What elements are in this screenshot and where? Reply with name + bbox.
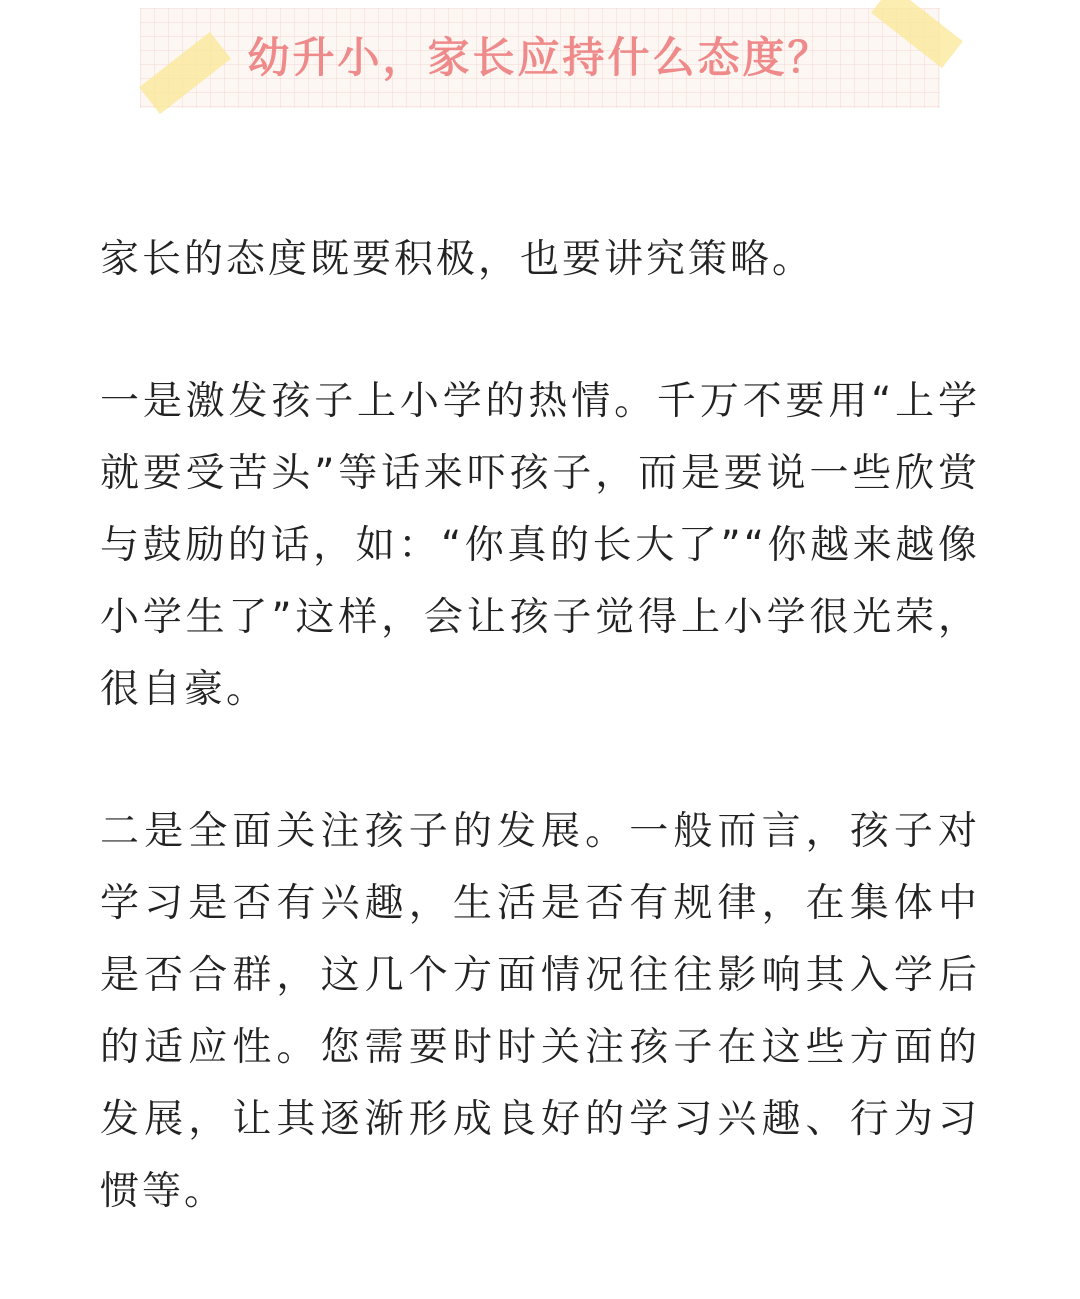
paragraph-point-one: 一是激发孩子上小学的热情。千万不要用“上学就要受苦头”等话来吓孩子，而是要说一些欣赏与鼓励的话，如：“你真的长大了”“你越来越像小学生了”这样，会让孩子觉得上小学很光荣，很自豪。 [100, 379, 980, 712]
article-body [100, 224, 980, 1298]
page-title: 幼升小，家长应持什么态度？ [247, 33, 833, 82]
paragraph-point-two: 二是全面关注孩子的发展。一般而言，孩子对学习是否有兴趣，生活是否有规律，在集体中是否合群，这几个方面情况往往影响其入学后的适应性。您需要时时关注孩子在这些方面的发展，让其逐渐形成良好的学习兴趣、行为习惯等。 [100, 809, 980, 1214]
paragraph-intro: 家长的态度既要积极，也要讲究策略。 [100, 237, 815, 282]
